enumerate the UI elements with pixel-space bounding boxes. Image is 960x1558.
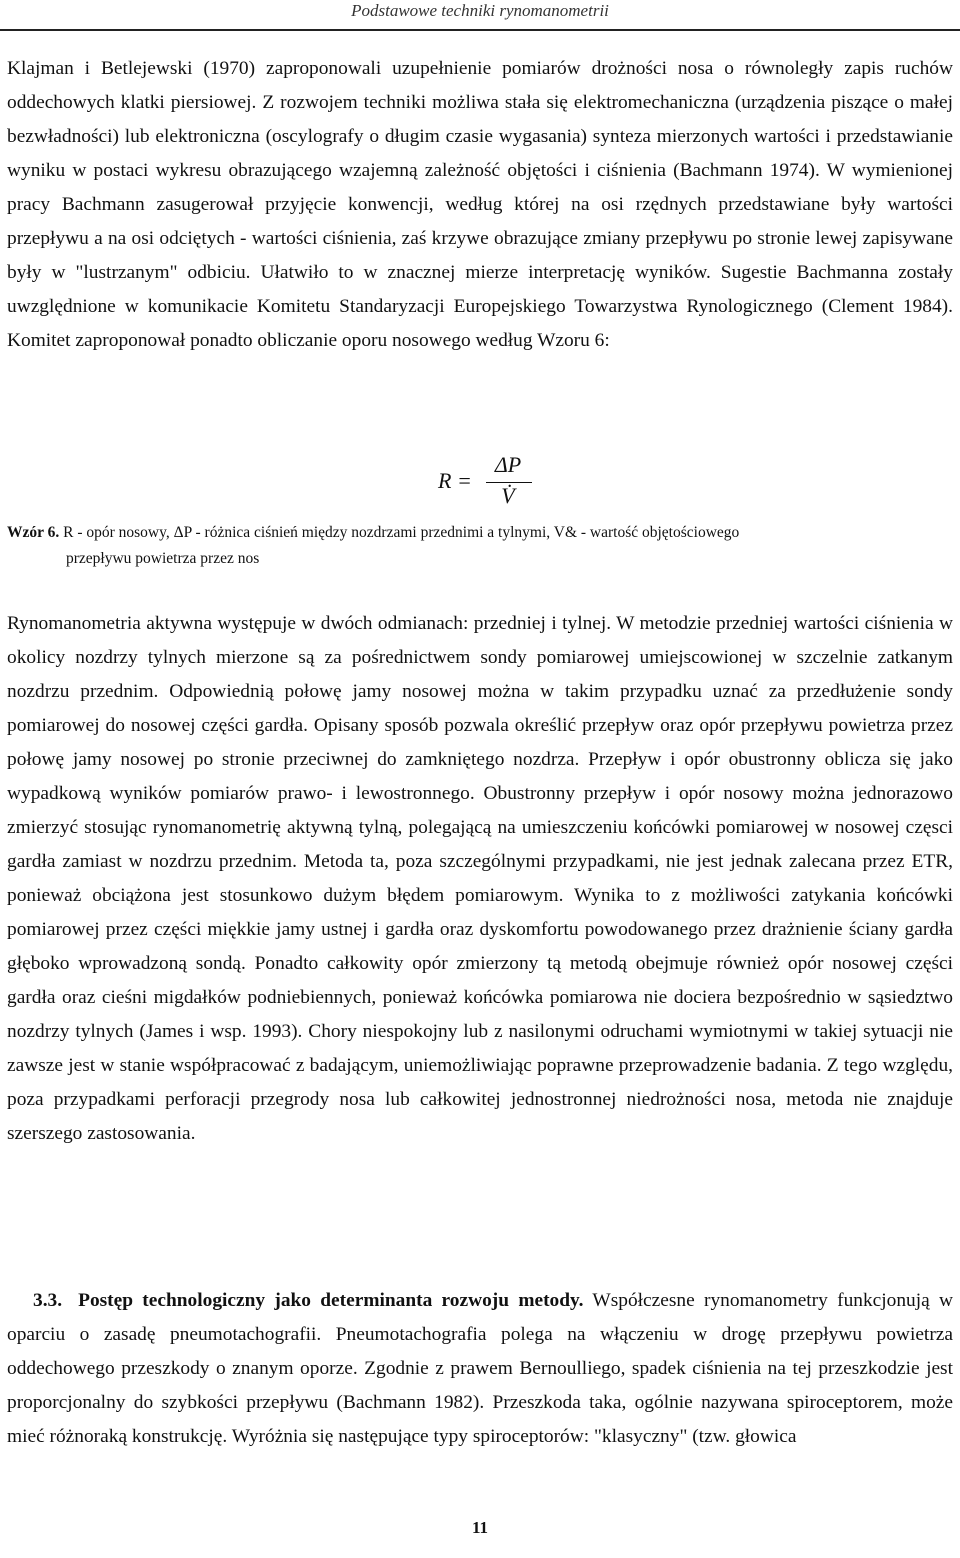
header-rule — [0, 29, 960, 31]
text-block-intro — [7, 52, 953, 358]
section-title: Postęp technologiczny jako determinanta rozwoju metody. — [78, 1290, 584, 1311]
formula-denominator: V̇ — [501, 483, 515, 508]
caption-text-line2: przepływu powietrza przez nos — [66, 550, 260, 567]
paragraph-active-rhinomanometry: Rynomanometria aktywna występuje w dwóch odmianach: przedniej i tylnej. W metodzie przedniej wartości ciśnienia w okolicy nozdrzy tylnych mierzone są za pośrednictwem sondy pomiarowej umiejscowionej w szczelnie zatkanym nozdrzu przednim. Odpowiednią połowę jamy nosowej można w takim przypadku uznać za przedłużenie sondy pomiarowej do nosowej części gardła. Opisany sposób pozwala określić przepływ oraz opór przepływu powietrza przez połowę jamy nosowej po stronie przeciwnej do zamkniętego nozdrza. Przepływ i opór obustronny oblicza się jako wypadkową wyników pomiarów prawo- i lewostronnego. Obustronny przepływ i opór nosowy można jednorazowo zmierzyć stosując rynomanometrię aktywną tylną, polegającą na umieszczeniu końcówki pomiarowej w nosowej częsci gardła zamiast w nozdrzu przednim. Metoda ta, poza szczególnymi przypadkami, nie jest jednak zalecana przez ETR, ponieważ obciążona jest stosunkowo dużym błędem pomiarowym. Wynika to z możliwości zatykania końcówki pomiarowej przez części miękkie jamy ustnej i gardła oraz dyskomfortu powodowanego przez drażnienie ściany gardła głęboko wprowadzoną sondą. Ponadto całkowity opór zmierzony tą metodą obejmuje również opór nosowej części gardła oraz cieśni migdałków podniebiennych, ponieważ końcówka pomiarowa nie dociera bezpośrednio w sąsiedztwo nozdrzy tylnych (James i wsp. 1993). Chory niespokojny lub z nasilonymi odruchami wymiotnymi w takiej sytuacji nie zawsze jest w stanie współpracować z badającym, uniemożliwiając poprawne przeprowadzenie badania. Z tego względu, poza przypadkami perforacji przegrody nosa lub całkowitej jednostronnej niedrożności nosa, metoda nie znajduje szerszego zastosowania. — [7, 613, 953, 1144]
caption-text-line1: R - opór nosowy, ΔP - różnica ciśnień między nozdrzami przednimi a tylnymi, V& - wartość objętościowego — [63, 524, 740, 541]
paragraph-pneumotachography: Współczesne rynomanometry funkcjonują w oparciu o zasadę pneumotachografii. Pneumotachografia polega na włączeniu w drogę przepływu powietrza oddechowego przeszkody o znanym oporze. Zgodnie z prawem Bernoulliego, spadek ciśnienia na tej przeszkodzie jest proporcjonalny do szybkości przepływu (Bachmann 1982). Przeszkoda taka, ogólnie nazywana spiroceptorem, może mieć różnoraką konstrukcję. Wyróżnia się następujące typy spiroceptorów: "klasyczny" (tzw. głowica — [7, 1290, 954, 1447]
formula-nasal-resistance — [438, 452, 548, 522]
page-number: 11 — [471, 1518, 489, 1537]
formula-numerator: ΔP — [494, 452, 522, 477]
paragraph-klajman: Klajman i Betlejewski (1970) zaproponowali uzupełnienie pomiarów drożności nosa o równoległy zapis ruchów oddechowych klatki piersiowej. — [7, 58, 953, 113]
section-heading — [7, 1290, 584, 1311]
paragraph-bachmann-convention: W wymienionej pracy Bachmann zasugerował przyjęcie konwencji, według której na osi rzędnych przedstawiane były wartości przepływu a na osi odciętych - wartości ciśnienia, zaś krzywe obrazujące zmiany przepływu po stronie lewej zapisywane były w "lustrzanym" odbiciu. Ułatwiło to w znacznej mierze interpretację wyników. Sugestie Bachmanna zostały uwzględnione w komunikacie Komitetu Standaryzacji Europejskiego Towarzystwa Rynologicznego (Clement 1984). Komitet zaproponował ponadto obliczanie oporu nosowego według Wzoru 6: — [7, 160, 953, 351]
section-number: 3.3. — [33, 1290, 63, 1311]
formula-caption — [7, 520, 947, 572]
paragraph-electromechanical: Z rozwojem techniki możliwa stała się elektromechaniczna (urządzenia piszące o małej bezwładności) lub elektroniczna (oscylografy o długim czasie wygasania) synteza mierzonych wartości i przedstawianie wyniku w postaci wykresu obrazującego wzajemną zależność objętości i ciśnienia (Bachmann 1974). — [7, 92, 953, 181]
running-header: Podstawowe techniki rynomanometrii — [351, 1, 609, 20]
caption-label: Wzór 6. — [7, 524, 60, 541]
formula-lhs: R = — [438, 468, 472, 493]
text-block-section-3-3 — [7, 1284, 953, 1454]
